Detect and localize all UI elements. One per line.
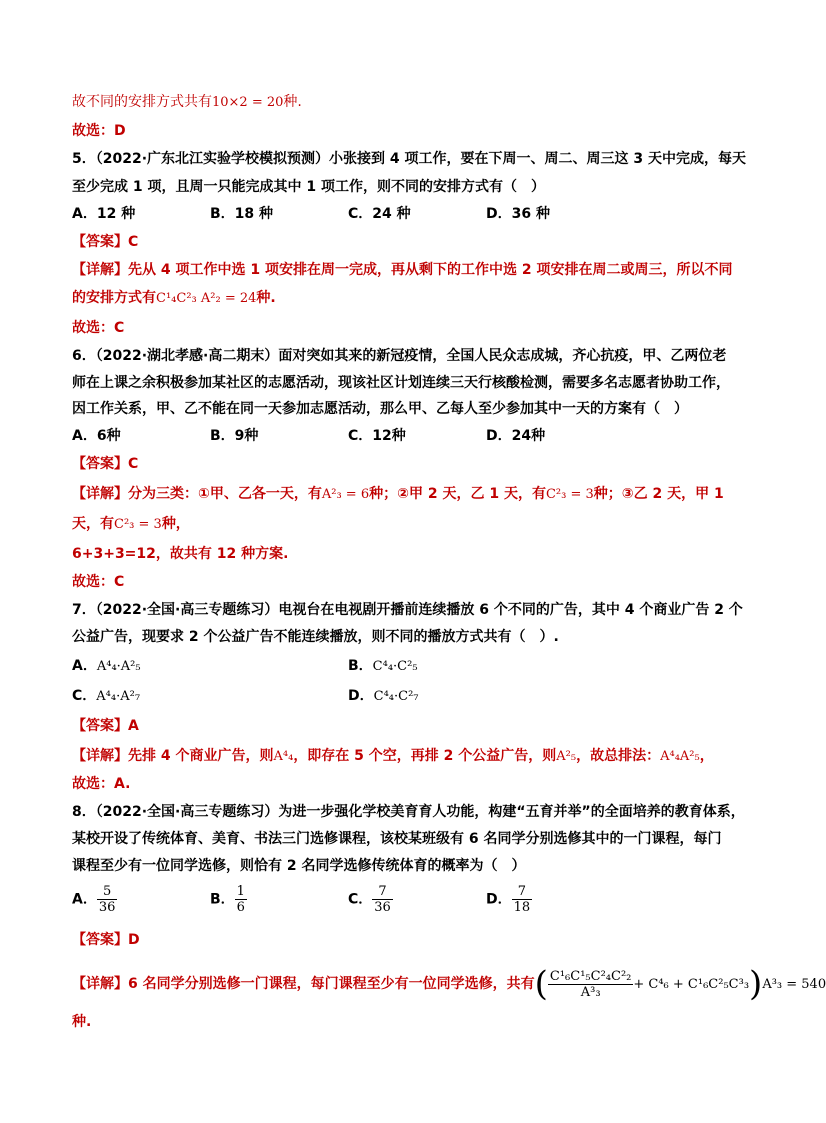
q5-option-d: D．36 种 xyxy=(486,206,550,222)
q6-detail-2-b: 种， xyxy=(161,516,190,532)
q6-stem-3: 因工作关系，甲、乙不能在同一天参加志愿活动，那么甲、乙每人至少参加其中一天的方案有（ ） xyxy=(72,401,688,417)
q7-detail-1-a: 先排 4 个商业广告，则 xyxy=(128,748,274,764)
q6-detail-1-m2: C²₃ = 3 xyxy=(545,487,594,502)
top-line-suffix: 种. xyxy=(283,94,302,110)
q6-answer xyxy=(72,454,138,474)
q5-detail-2-prefix: 的安排方式有 xyxy=(72,290,156,306)
q5-answer-label: 【答案】 xyxy=(72,234,128,250)
q7-detail-label: 【详解】 xyxy=(72,748,128,764)
top-choose: 故选：D xyxy=(72,123,126,139)
q8-option-d-fraction xyxy=(512,884,533,915)
q6-stem-1: 6．（2022·湖北孝感·高二期末）面对突如其来的新冠疫情，全国人民众志成城，齐心抗疫，甲、乙两位老 xyxy=(72,348,727,364)
q6-detail-3: 6+3+3=12，故共有 12 种方案. xyxy=(72,546,289,562)
q8-detail-1 xyxy=(72,964,826,1008)
top-line-prefix: 故不同的安排方式共有 xyxy=(72,94,212,110)
q7-option-b xyxy=(348,656,418,677)
q8-detail-frac-den: A³₃ xyxy=(580,984,601,1000)
q6-detail-1-m1: A²₃ = 6 xyxy=(321,487,370,502)
q8-answer xyxy=(72,930,140,950)
q7-option-b-label: B． xyxy=(348,658,373,674)
q7-detail-1-b: ，即存在 5 个空，再排 2 个公益广告，则 xyxy=(293,748,557,764)
q8-detail-text-1: 6 名同学分别选修一门课程，每门课程至少有一位同学选修，共有 xyxy=(128,976,535,992)
q8-stem-2: 某校开设了传统体育、美育、书法三门选修课程，该校某班级有 6 名同学分别选修其中的一门课程，每门 xyxy=(72,831,722,847)
q7-stem-2: 公益广告，现要求 2 个公益广告不能连续播放，则不同的播放方式共有（ ）. xyxy=(72,629,559,645)
q7-answer-value: A xyxy=(128,718,139,734)
q7-option-c-math: A⁴₄·A²₇ xyxy=(96,689,141,704)
q6-option-c: C．12种 xyxy=(348,428,406,444)
q8-stem-1: 8．（2022·全国·高三专题练习）为进一步强化学校美育育人功能，构建“五育并举”的全面培养的教育体系， xyxy=(72,804,745,820)
q7-answer xyxy=(72,716,139,736)
q7-choose: 故选：A. xyxy=(72,776,131,792)
q6-detail-2-a: 天，有 xyxy=(72,516,114,532)
q8-option-a-num: 5 xyxy=(97,884,118,900)
q7-option-d-label: D． xyxy=(348,688,374,704)
q5-stem-1: 5．（2022·广东北江实验学校模拟预测）小张接到 4 项工作，要在下周一、周二、周三这 3 天中完成，每天 xyxy=(72,151,747,167)
q7-detail-1-m1: A⁴₄ xyxy=(273,749,294,764)
q8-detail-lparen: ( xyxy=(534,964,548,1004)
q8-option-b-num: 1 xyxy=(236,884,245,899)
q8-option-a xyxy=(72,884,117,915)
q7-option-c xyxy=(72,686,140,707)
q7-option-d-math: C⁴₄·C²₇ xyxy=(373,689,419,704)
q5-detail-2-suffix: 种. xyxy=(256,290,276,306)
q8-detail-fraction xyxy=(548,969,633,1000)
q8-option-c-label: C． xyxy=(348,891,373,908)
q6-detail-1-c: 种；③乙 2 天，甲 1 xyxy=(593,486,724,502)
q6-detail-1 xyxy=(72,484,724,505)
q8-option-b-label: B． xyxy=(210,891,235,908)
q8-detail-frac-num: C¹₆C¹₅C²₄C²₂ xyxy=(549,968,632,984)
q6-detail-1-b: 种；②甲 2 天，乙 1 天，有 xyxy=(369,486,546,502)
q7-detail-1-d: ， xyxy=(699,748,714,764)
q7-detail-1-c: ，故总排法： xyxy=(576,748,661,764)
top-line-math: 10×2 = 20 xyxy=(212,95,284,110)
q5-detail-1 xyxy=(72,260,732,280)
q7-option-a xyxy=(72,656,141,677)
q6-detail-2 xyxy=(72,514,190,535)
q8-option-a-den: 36 xyxy=(98,900,116,915)
q7-option-c-label: C． xyxy=(72,688,97,704)
q7-detail-1 xyxy=(72,746,714,767)
q8-option-b-den: 6 xyxy=(236,900,245,915)
q5-answer xyxy=(72,232,138,252)
q6-option-b: B．9种 xyxy=(210,428,259,444)
q5-option-b: B．18 种 xyxy=(210,206,274,222)
q8-option-d-num: 7 xyxy=(512,884,533,900)
q7-option-a-math: A⁴₄·A²₅ xyxy=(96,659,141,674)
q6-detail-1-a: 分为三类：①甲、乙各一天，有 xyxy=(128,486,322,502)
q8-option-b-fraction xyxy=(235,884,247,915)
q8-stem-3: 课程至少有一位同学选修，则恰有 2 名同学选修传统体育的概率为（ ） xyxy=(72,858,526,874)
q6-answer-label: 【答案】 xyxy=(72,456,128,472)
q7-stem-1: 7．（2022·全国·高三专题练习）电视台在电视剧开播前连续播放 6 个不同的广告，其中 4 个商业广告 2 个 xyxy=(72,602,743,618)
q5-detail-2 xyxy=(72,288,276,309)
q6-detail-label: 【详解】 xyxy=(72,486,128,502)
q8-answer-value: D xyxy=(128,932,140,948)
q8-option-d xyxy=(486,884,532,915)
q7-detail-1-m3: A⁴₄A²₅ xyxy=(660,749,700,764)
q5-detail-2-math: C¹₄C²₃ A²₂ = 24 xyxy=(156,291,257,306)
q5-detail-text-1: 先从 4 项工作中选 1 项安排在周一完成，再从剩下的工作中选 2 项安排在周二或周三，所以不同 xyxy=(128,262,733,278)
q7-detail-1-m2: A²₅ xyxy=(556,749,577,764)
q5-detail-label: 【详解】 xyxy=(72,262,128,278)
q8-option-c-den: 36 xyxy=(374,900,391,915)
q8-option-c-fraction xyxy=(372,884,393,915)
q8-option-d-den: 18 xyxy=(513,900,531,915)
q7-option-b-math: C⁴₄·C²₅ xyxy=(372,659,418,674)
q6-choose: 故选：C xyxy=(72,574,125,590)
q8-option-b xyxy=(210,884,247,915)
q8-option-c-num: 7 xyxy=(372,884,393,900)
q5-option-a: A．12 种 xyxy=(72,206,136,222)
q6-stem-2: 师在上课之余积极参加某社区的志愿活动，现该社区计划连续三天行核酸检测，需要多名志愿者协助工作， xyxy=(72,375,730,391)
q6-answer-value: C xyxy=(128,456,139,472)
q8-option-a-fraction xyxy=(97,884,118,915)
q5-option-c: C．24 种 xyxy=(348,206,411,222)
q6-detail-2-m: C²₃ = 3 xyxy=(114,517,162,532)
q5-choose: 故选：C xyxy=(72,320,125,336)
q7-answer-label: 【答案】 xyxy=(72,718,128,734)
q5-stem-2: 至少完成 1 项，且周一只能完成其中 1 项工作，则不同的安排方式有（ ） xyxy=(72,179,545,195)
q7-option-a-label: A． xyxy=(72,658,97,674)
q8-detail-2: 种. xyxy=(72,1014,92,1030)
q8-option-d-label: D． xyxy=(486,891,512,908)
q7-option-d xyxy=(348,686,419,707)
q8-detail-label: 【详解】 xyxy=(72,976,128,992)
q8-detail-tail: A³₃ = 540 xyxy=(762,977,826,992)
q5-answer-value: C xyxy=(128,234,139,250)
q8-option-a-label: A． xyxy=(72,891,97,908)
q8-answer-label: 【答案】 xyxy=(72,932,128,948)
q8-detail-rparen: ) xyxy=(749,964,763,1004)
q8-detail-rest: + C⁴₆ + C¹₆C²₅C³₃ xyxy=(633,977,750,992)
q6-option-d: D．24种 xyxy=(486,428,546,444)
q8-option-c xyxy=(348,884,393,915)
top-line xyxy=(72,92,302,113)
q6-option-a: A．6种 xyxy=(72,428,121,444)
